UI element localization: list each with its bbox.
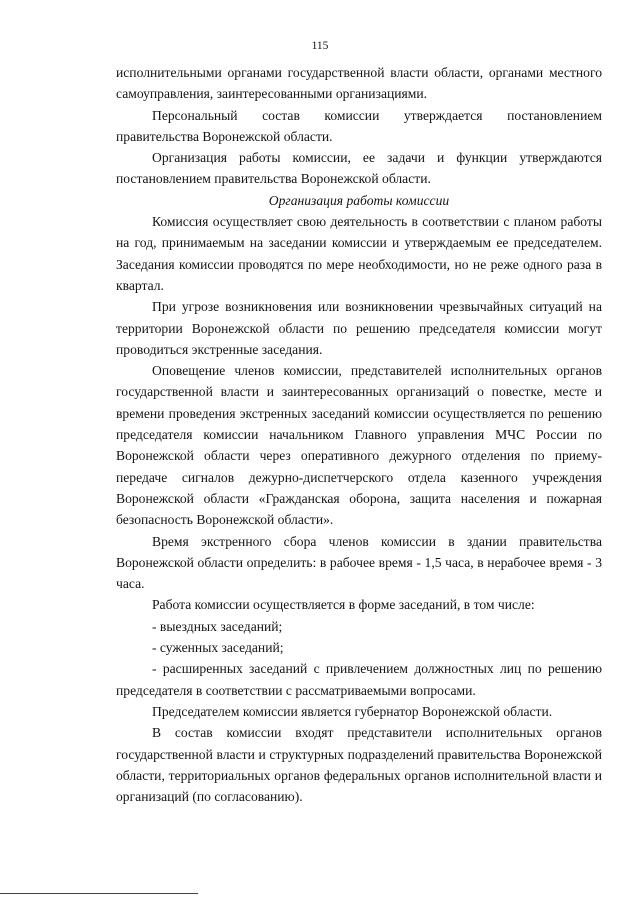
paragraph: Оповещение членов комиссии, представителей исполнительных органов государственной власти и заинтересованных организаций о повестке, месте и времени проведения экстренных заседаний комиссии осуществляется по решению председателя комиссии начальником Главного управления МЧС России по Воронежской области через оперативного дежурного отделения по приему-передаче сигналов дежурно-диспетчерского отдела казенного учреждения Воронежской области «Гражданская оборона, защита населения и пожарная безопасность Воронежской области». (116, 363, 602, 528)
paragraph: В состав комиссии входят представители исполнительных органов государственной власти и структурных подразделений правительства Воронежской области, территориальных органов федеральных органов исполнительной власти и организаций (по согласованию). (116, 725, 602, 805)
list-item: - расширенных заседаний с привлечением должностных лиц по решению председателя в соответствии с рассматриваемыми вопросами. (116, 661, 602, 698)
document-body (116, 62, 602, 807)
paragraph: исполнительными органами государственной власти области, органами местного самоуправления, заинтересованными организациями. (116, 65, 602, 102)
list-item: - суженных заседаний; (152, 640, 284, 656)
page-number: 115 (311, 40, 329, 52)
paragraph: Время экстренного сбора членов комиссии в здании правительства Воронежской области определить: в рабочее время - 1,5 часа, в нерабочее время - 3 часа. (116, 533, 602, 592)
paragraph: Председателем комиссии является губернатор Воронежской области. (152, 703, 553, 719)
paragraph: Работа комиссии осуществляется в форме заседаний, в том числе: (152, 597, 535, 613)
paragraph: Персональный состав комиссии утверждается постановлением правительства Воронежской области. (116, 107, 602, 144)
list-item: - выездных заседаний; (152, 618, 283, 634)
paragraph: Комиссия осуществляет свою деятельность в соответствии с планом работы на год, принимаемым на заседании комиссии и утверждаемым ее председателем. Заседания комиссии проводятся по мере необходимости, но не реже одного раза в квартал. (116, 214, 602, 293)
section-heading: Организация работы комиссии (268, 192, 450, 208)
footer-divider (0, 893, 198, 894)
paragraph: При угрозе возникновения или возникновении чрезвычайных ситуаций на территории Воронежской области по решению председателя комиссии могут проводиться экстренные заседания. (116, 299, 602, 357)
paragraph: Организация работы комиссии, ее задачи и функции утверждаются постановлением правительства Воронежской области. (116, 150, 602, 187)
